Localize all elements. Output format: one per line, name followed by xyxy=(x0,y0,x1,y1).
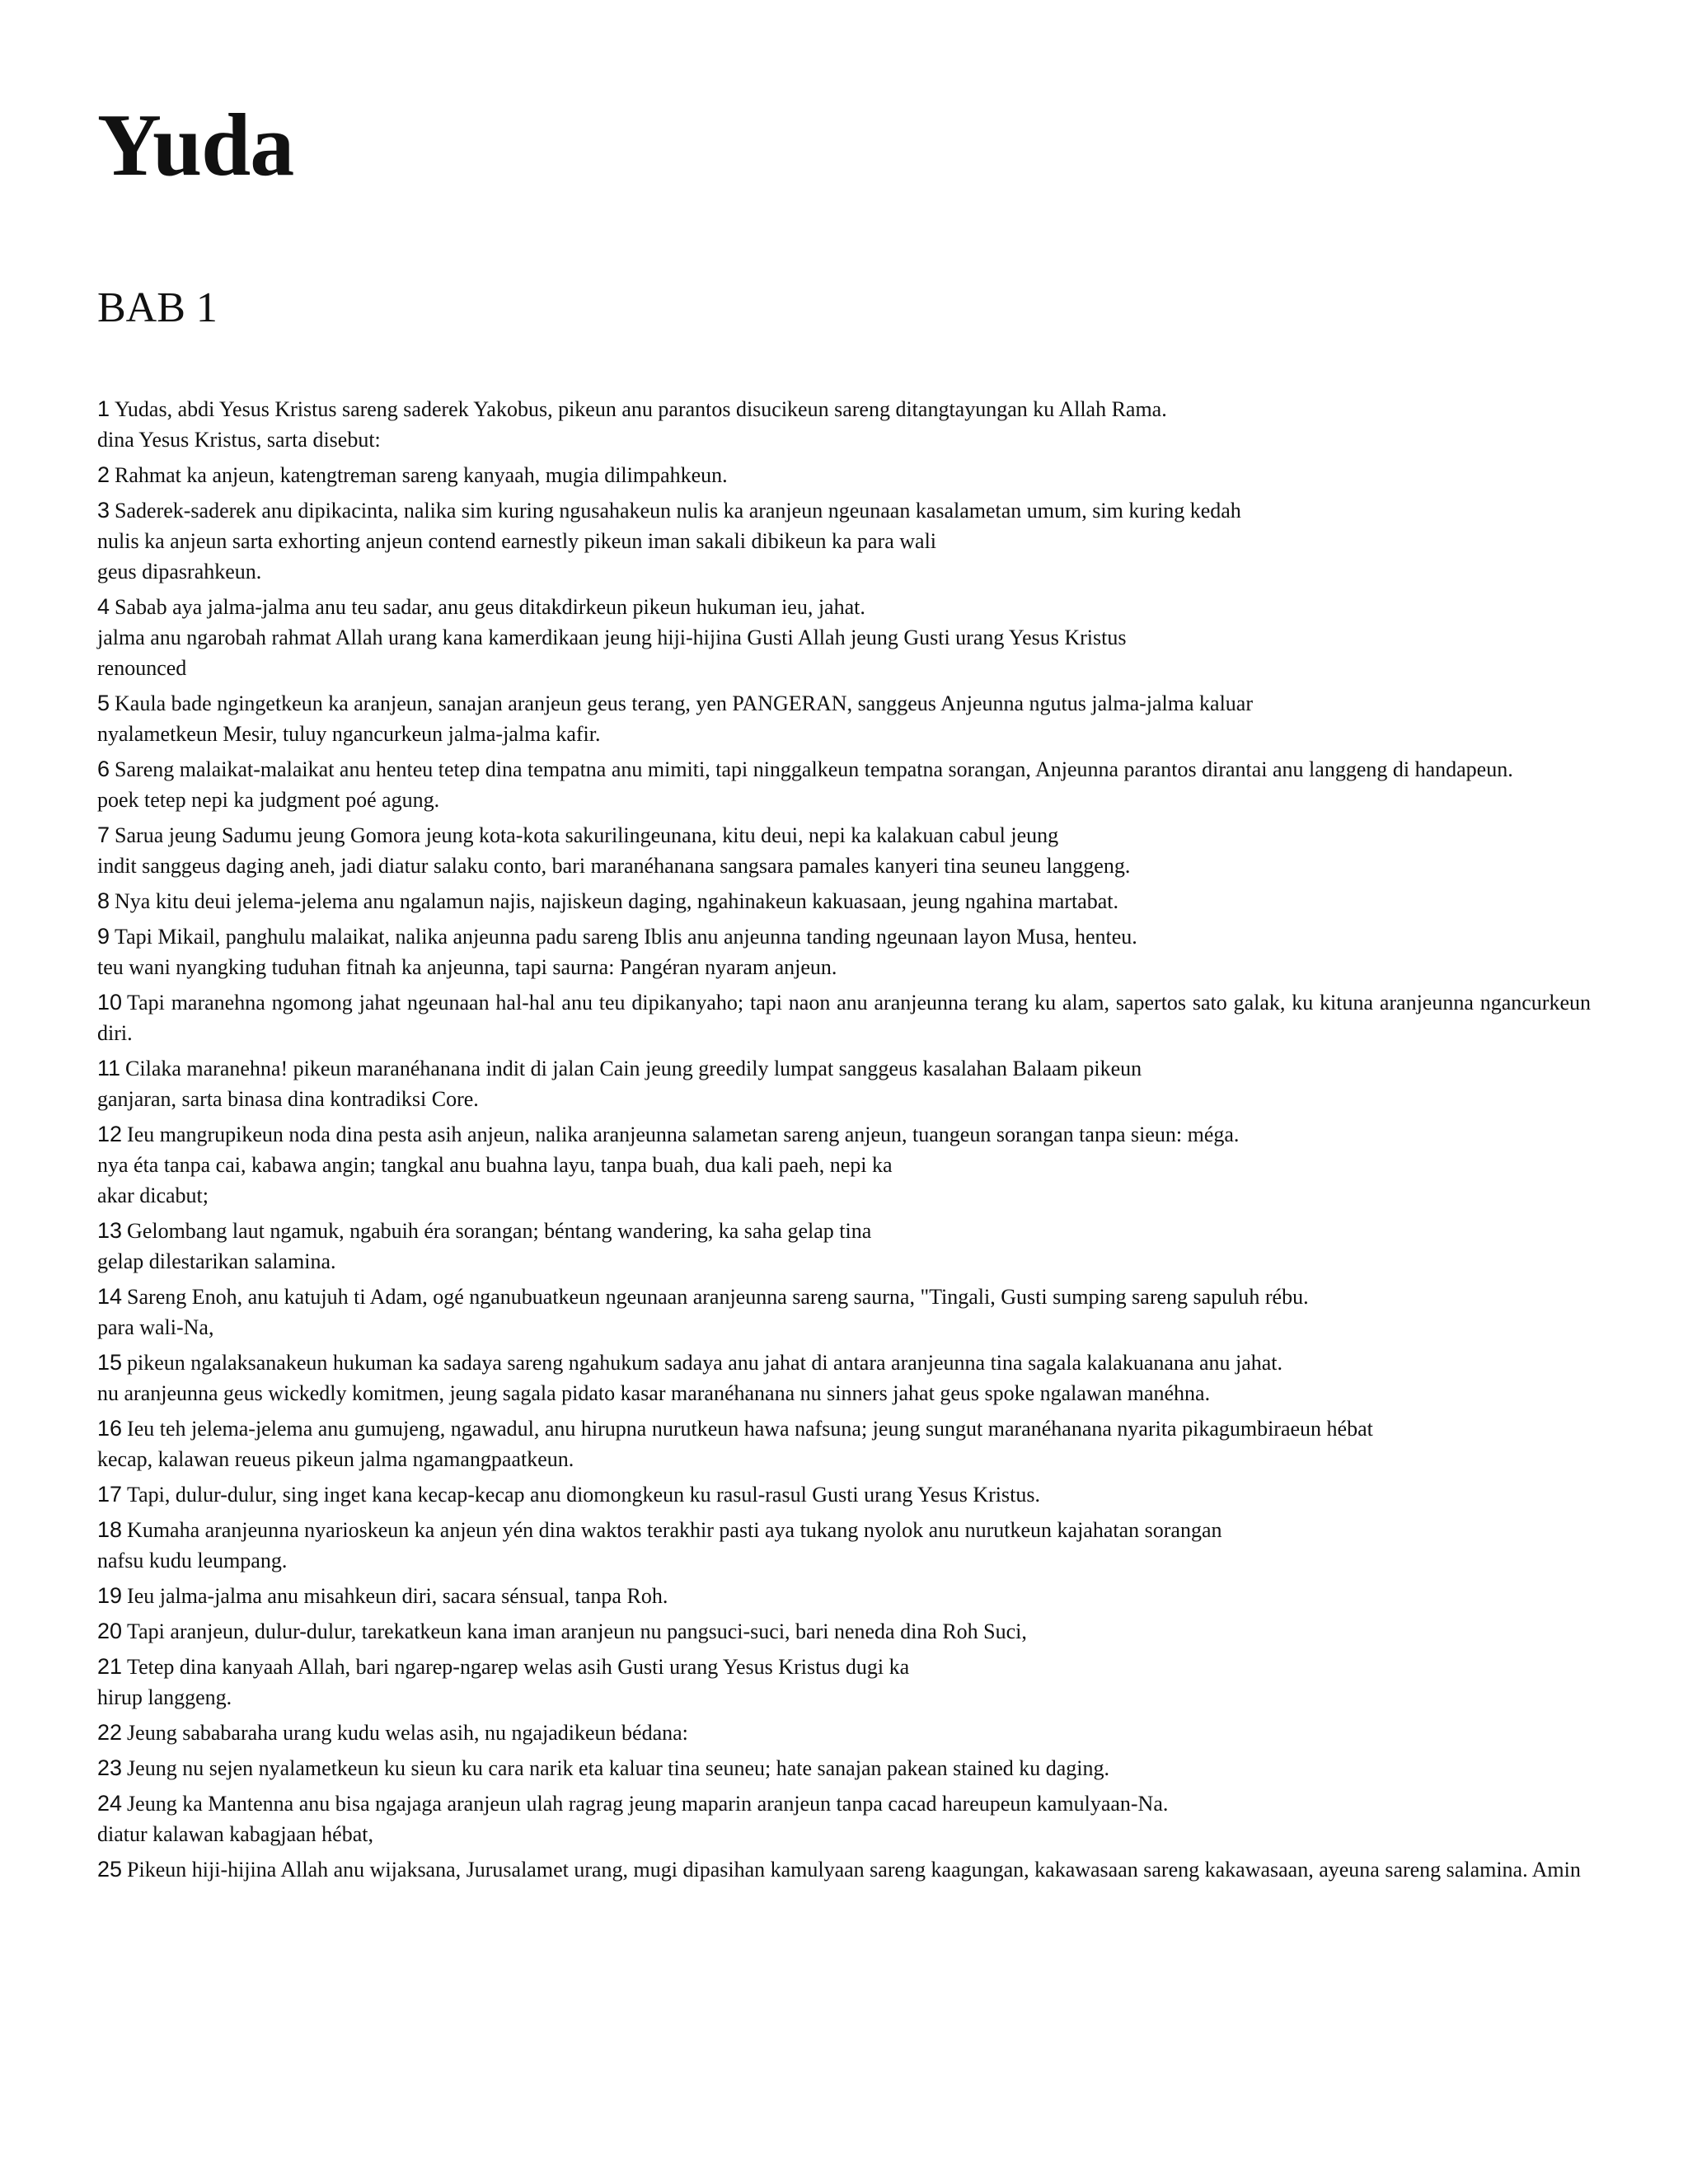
verse-line xyxy=(97,1652,1591,1682)
verse-number: 16 xyxy=(97,1416,123,1441)
verse-10 xyxy=(97,987,1591,1048)
verse-25 xyxy=(97,1854,1591,1885)
verse-text: pikeun ngalaksanakeun hukuman ka sadaya sareng ngahukum sadaya anu jahat di antara aranjeunna tina sagala kalakuanana anu jahat. xyxy=(127,1351,1283,1375)
verse-line xyxy=(97,1682,1591,1713)
verse-1 xyxy=(97,394,1591,455)
verse-number: 6 xyxy=(97,757,110,781)
verse-line xyxy=(97,952,1591,982)
verse-line xyxy=(97,1180,1591,1211)
verse-line xyxy=(97,1282,1591,1312)
verse-text: jalma anu ngarobah rahmat Allah urang kana kamerdikaan jeung hiji-hijina Gusti Allah jeung Gusti urang Yesus Kristus xyxy=(97,626,1127,649)
verse-line xyxy=(97,987,1591,1048)
verse-text: Jeung sababaraha urang kudu welas asih, nu ngajadikeun bédana: xyxy=(127,1721,688,1745)
verse-text: kecap, kalawan reueus pikeun jalma ngamangpaatkeun. xyxy=(97,1447,574,1471)
verse-20 xyxy=(97,1616,1591,1647)
verse-16 xyxy=(97,1413,1591,1474)
verse-line xyxy=(97,1515,1591,1545)
verse-text: Rahmat ka anjeun, katengtreman sareng kanyaah, mugia dilimpahkeun. xyxy=(115,463,728,487)
verse-line xyxy=(97,1479,1591,1510)
verse-text: Tetep dina kanyaah Allah, bari ngarep-ngarep welas asih Gusti urang Yesus Kristus dugi ka xyxy=(127,1655,910,1679)
verse-line xyxy=(97,851,1591,881)
verse-line xyxy=(97,820,1591,851)
verse-text: Tapi, dulur-dulur, sing inget kana kecap-kecap anu diomongkeun ku rasul-rasul Gusti urang Yesus Kristus. xyxy=(127,1483,1040,1507)
verse-line xyxy=(97,1378,1591,1408)
verse-text: dina Yesus Kristus, sarta disebut: xyxy=(97,428,381,452)
verse-5 xyxy=(97,688,1591,749)
verse-text: Kaula bade ngingetkeun ka aranjeun, sanajan aranjeun geus terang, yen PANGERAN, sanggeus Anjeunna ngutus jalma-jalma kaluar xyxy=(115,691,1253,715)
verse-text: ganjaran, sarta binasa dina kontradiksi Core. xyxy=(97,1087,479,1111)
verse-13 xyxy=(97,1216,1591,1277)
verse-line xyxy=(97,495,1591,526)
verse-number: 25 xyxy=(97,1857,123,1882)
verse-number: 24 xyxy=(97,1791,123,1816)
verse-23 xyxy=(97,1753,1591,1783)
verse-text: teu wani nyangking tuduhan fitnah ka anjeunna, tapi saurna: Pangéran nyaram anjeun. xyxy=(97,955,837,979)
verse-line xyxy=(97,921,1591,952)
verse-2 xyxy=(97,460,1591,490)
verse-line xyxy=(97,1545,1591,1576)
verse-text: Nya kitu deui jelema-jelema anu ngalamun najis, najiskeun daging, ngahinakeun kakuasaan, jeung ngahina martabat. xyxy=(115,889,1119,913)
verse-15 xyxy=(97,1347,1591,1408)
verse-number: 15 xyxy=(97,1350,123,1375)
verse-text: Jeung ka Mantenna anu bisa ngajaga aranjeun ulah ragrag jeung maparin aranjeun tanpa cacad hareupeun kamulyaan-Na. xyxy=(127,1792,1169,1816)
verse-line xyxy=(97,424,1591,455)
verse-8 xyxy=(97,886,1591,916)
verse-12 xyxy=(97,1119,1591,1211)
verse-text: gelap dilestarikan salamina. xyxy=(97,1249,336,1273)
verse-line xyxy=(97,1444,1591,1474)
verse-text: Saderek-saderek anu dipikacinta, nalika sim kuring ngusahakeun nulis ka aranjeun ngeunaan kasalametan umum, sim kuring kedah xyxy=(115,499,1241,523)
verse-line xyxy=(97,1413,1591,1444)
verse-line xyxy=(97,1312,1591,1343)
verse-line xyxy=(97,719,1591,749)
verse-text: Sareng Enoh, anu katujuh ti Adam, ogé nganubuatkeun ngeunaan aranjeunna sareng saurna, "Tingali, Gusti sumping sareng sapuluh rébu. xyxy=(127,1285,1309,1309)
verse-number: 9 xyxy=(97,924,110,949)
verse-number: 2 xyxy=(97,462,110,487)
verse-4 xyxy=(97,592,1591,683)
verse-text: Ieu mangrupikeun noda dina pesta asih anjeun, nalika aranjeunna salametan sareng anjeun, tuangeun sorangan tanpa sieun: méga. xyxy=(127,1122,1240,1146)
verse-line xyxy=(97,1119,1591,1150)
verse-line xyxy=(97,1347,1591,1378)
verse-line xyxy=(97,1819,1591,1849)
verse-21 xyxy=(97,1652,1591,1713)
verse-line xyxy=(97,1616,1591,1647)
verse-number: 17 xyxy=(97,1482,123,1507)
verse-text: nya éta tanpa cai, kabawa angin; tangkal anu buahna layu, tanpa buah, dua kali paeh, nepi ka xyxy=(97,1153,893,1177)
verse-number: 7 xyxy=(97,823,110,847)
verse-number: 18 xyxy=(97,1517,123,1542)
verse-number: 22 xyxy=(97,1720,123,1745)
verse-line xyxy=(97,886,1591,916)
verse-9 xyxy=(97,921,1591,982)
verse-text: Tapi aranjeun, dulur-dulur, tarekatkeun kana iman aranjeun nu pangsuci-suci, bari neneda dina Roh Suci, xyxy=(127,1619,1027,1643)
verse-line xyxy=(97,1718,1591,1748)
verse-text: nu aranjeunna geus wickedly komitmen, jeung sagala pidato kasar maranéhanana nu sinners jahat geus spoke ngalawan manéhna. xyxy=(97,1381,1211,1405)
verse-number: 1 xyxy=(97,396,110,421)
verse-number: 8 xyxy=(97,888,110,913)
verse-14 xyxy=(97,1282,1591,1343)
verse-text: geus dipasrahkeun. xyxy=(97,560,262,583)
verse-text: Sarua jeung Sadumu jeung Gomora jeung kota-kota sakurilingeunana, kitu deui, nepi ka kalakuan cabul jeung xyxy=(115,823,1059,847)
verse-text: Pikeun hiji-hijina Allah anu wijaksana, Jurusalamet urang, mugi dipasihan kamulyaan sareng kaagungan, kakawasaan sareng kakawasaan, ayeuna sareng salamina. Amin xyxy=(127,1858,1581,1882)
verse-number: 23 xyxy=(97,1755,123,1780)
verse-text: Sabab aya jalma-jalma anu teu sadar, anu geus ditakdirkeun pikeun hukuman ieu, jahat. xyxy=(115,595,865,619)
verse-text: hirup langgeng. xyxy=(97,1685,232,1709)
verse-18 xyxy=(97,1515,1591,1576)
verse-6 xyxy=(97,754,1591,815)
verse-text: Tapi maranehna ngomong jahat ngeunaan hal-hal anu teu dipikanyaho; tapi naon anu aranjeunna terang ku alam, sapertos sato galak, ku kituna aranjeunna ngancurkeun diri. xyxy=(97,991,1591,1045)
verse-text: Jeung nu sejen nyalametkeun ku sieun ku cara narik eta kaluar tina seuneu; hate sanajan pakean stained ku daging. xyxy=(127,1756,1110,1780)
chapter-heading: BAB 1 xyxy=(97,284,218,331)
verse-7 xyxy=(97,820,1591,881)
verse-text: Yudas, abdi Yesus Kristus sareng saderek Yakobus, pikeun anu parantos disucikeun sareng ditangtayungan ku Allah Rama. xyxy=(115,397,1167,421)
verse-11 xyxy=(97,1053,1591,1114)
verse-number: 20 xyxy=(97,1619,123,1643)
verse-text: nulis ka anjeun sarta exhorting anjeun contend earnestly pikeun iman sakali dibikeun ka para wali xyxy=(97,529,937,553)
verse-text: Ieu jalma-jalma anu misahkeun diri, sacara sénsual, tanpa Roh. xyxy=(127,1584,668,1608)
verse-number: 12 xyxy=(97,1122,123,1146)
verse-line xyxy=(97,1053,1591,1084)
verse-text: renounced xyxy=(97,656,187,680)
book-title: Yuda xyxy=(97,96,294,194)
verse-line xyxy=(97,1854,1591,1885)
verse-line xyxy=(97,1246,1591,1277)
verse-text: akar dicabut; xyxy=(97,1183,209,1207)
verse-text: Gelombang laut ngamuk, ngabuih éra sorangan; béntang wandering, ka saha gelap tina xyxy=(127,1219,872,1243)
verse-line xyxy=(97,526,1591,556)
verse-line xyxy=(97,460,1591,490)
verse-text: para wali-Na, xyxy=(97,1315,214,1339)
verse-number: 10 xyxy=(97,990,123,1015)
verse-22 xyxy=(97,1718,1591,1748)
verse-17 xyxy=(97,1479,1591,1510)
verse-line xyxy=(97,1581,1591,1611)
verse-number: 21 xyxy=(97,1654,123,1679)
verse-text: indit sanggeus daging aneh, jadi diatur salaku conto, bari maranéhanana sangsara pamales kanyeri tina seuneu langgeng. xyxy=(97,854,1131,878)
verse-text: nafsu kudu leumpang. xyxy=(97,1549,288,1572)
verse-line xyxy=(97,1788,1591,1819)
verse-line xyxy=(97,653,1591,683)
verse-line xyxy=(97,592,1591,622)
verse-24 xyxy=(97,1788,1591,1849)
verse-text: Tapi Mikail, panghulu malaikat, nalika anjeunna padu sareng Iblis anu anjeunna tanding ngeunaan layon Musa, henteu. xyxy=(115,925,1137,949)
verse-text: diatur kalawan kabagjaan hébat, xyxy=(97,1822,373,1846)
verse-number: 19 xyxy=(97,1583,123,1608)
verse-number: 5 xyxy=(97,691,110,715)
verse-text: Sareng malaikat-malaikat anu henteu tetep dina tempatna anu mimiti, tapi ninggalkeun tempatna sorangan, Anjeunna parantos dirantai anu langgeng di handapeun. xyxy=(115,757,1513,781)
verse-line xyxy=(97,785,1591,815)
verse-text: poek tetep nepi ka judgment poé agung. xyxy=(97,788,440,812)
verse-number: 14 xyxy=(97,1284,123,1309)
verse-number: 11 xyxy=(97,1056,121,1080)
verse-list xyxy=(97,394,1591,1890)
verse-text: Cilaka maranehna! pikeun maranéhanana indit di jalan Cain jeung greedily lumpat sanggeus kasalahan Balaam pikeun xyxy=(125,1057,1142,1080)
verse-number: 13 xyxy=(97,1218,123,1243)
verse-text: Ieu teh jelema-jelema anu gumujeng, ngawadul, anu hirupna nurutkeun hawa nafsuna; jeung sungut maranéhanana nyarita pikagumbiraeun hébat xyxy=(127,1417,1373,1441)
verse-line xyxy=(97,754,1591,785)
verse-number: 4 xyxy=(97,594,110,619)
verse-line xyxy=(97,688,1591,719)
verse-line xyxy=(97,1753,1591,1783)
verse-line xyxy=(97,1150,1591,1180)
verse-number: 3 xyxy=(97,498,110,523)
verse-text: Kumaha aranjeunna nyarioskeun ka anjeun yén dina waktos terakhir pasti aya tukang nyolok anu nurutkeun kajahatan sorangan xyxy=(127,1518,1222,1542)
verse-line xyxy=(97,1084,1591,1114)
verse-3 xyxy=(97,495,1591,587)
verse-line xyxy=(97,556,1591,587)
verse-line xyxy=(97,394,1591,424)
verse-line xyxy=(97,622,1591,653)
verse-text: nyalametkeun Mesir, tuluy ngancurkeun jalma-jalma kafir. xyxy=(97,722,601,746)
verse-19 xyxy=(97,1581,1591,1611)
verse-line xyxy=(97,1216,1591,1246)
